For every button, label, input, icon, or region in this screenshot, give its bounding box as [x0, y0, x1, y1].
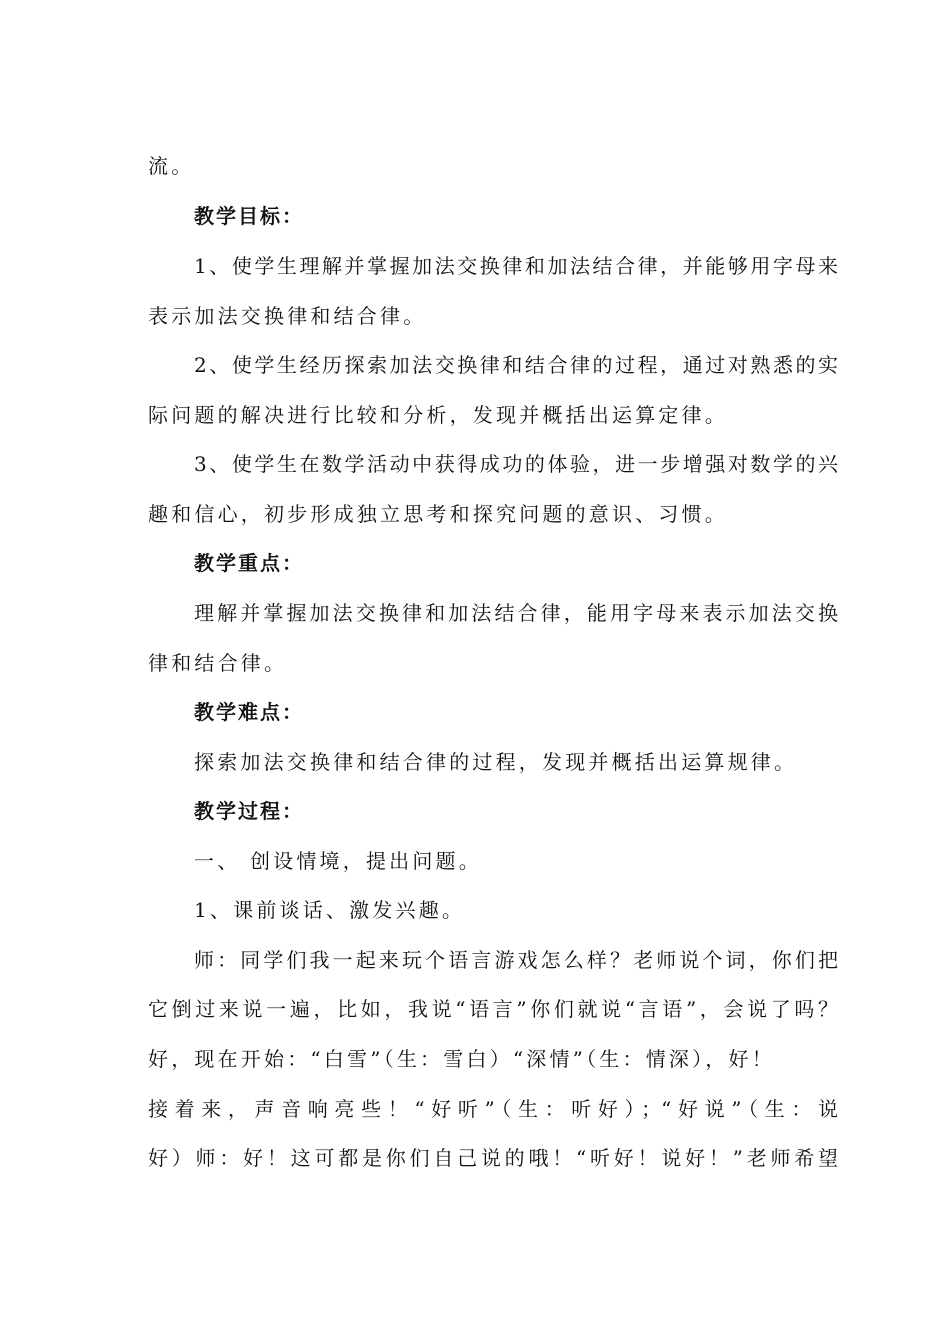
- paragraph-line: 好）师：好！这可都是你们自己说的哦！“听好！说好！”老师希望: [148, 1146, 838, 1170]
- paragraph-line: 2、使学生经历探索加法交换律和结合律的过程，通过对熟悉的实: [194, 353, 838, 377]
- section-heading: 教学重点：: [194, 551, 304, 575]
- paragraph-line: 接着来，声音响亮些！“好听”（生：听好）；“好说”（生：说: [148, 1097, 838, 1121]
- paragraph-line: 际问题的解决进行比较和分析，发现并概括出运算定律。: [148, 403, 728, 427]
- paragraph-line: 理解并掌握加法交换律和加法结合律，能用字母来表示加法交换: [194, 601, 838, 625]
- paragraph-line: 表示加法交换律和结合律。: [148, 304, 427, 328]
- paragraph-line: 好，现在开始：“白雪”（生：雪白）“深情”（生：情深），好！: [148, 1047, 775, 1071]
- paragraph-line: 探索加法交换律和结合律的过程，发现并概括出运算规律。: [194, 750, 798, 774]
- section-heading: 教学过程：: [194, 799, 304, 823]
- paragraph-line: 3、使学生在数学活动中获得成功的体验，进一步增强对数学的兴: [194, 452, 838, 476]
- section-heading: 教学目标：: [194, 204, 304, 228]
- paragraph-line: 趣和信心，初步形成独立思考和探究问题的意识、习惯。: [148, 502, 728, 526]
- section-heading: 教学难点：: [194, 700, 304, 724]
- paragraph-line: 律和结合律。: [148, 651, 288, 675]
- paragraph-line: 流。: [148, 154, 195, 178]
- paragraph-line: 师：同学们我一起来玩个语言游戏怎么样？老师说个词，你们把: [194, 948, 838, 972]
- paragraph-line: 一、 创设情境，提出问题。: [194, 849, 482, 873]
- paragraph-line: 1、课前谈话、激发兴趣。: [194, 898, 466, 922]
- paragraph-line: 它倒过来说一遍，比如，我说“语言”你们就说“言语”，会说了吗？: [148, 997, 838, 1021]
- paragraph-line: 1、使学生理解并掌握加法交换律和加法结合律，并能够用字母来: [194, 254, 838, 278]
